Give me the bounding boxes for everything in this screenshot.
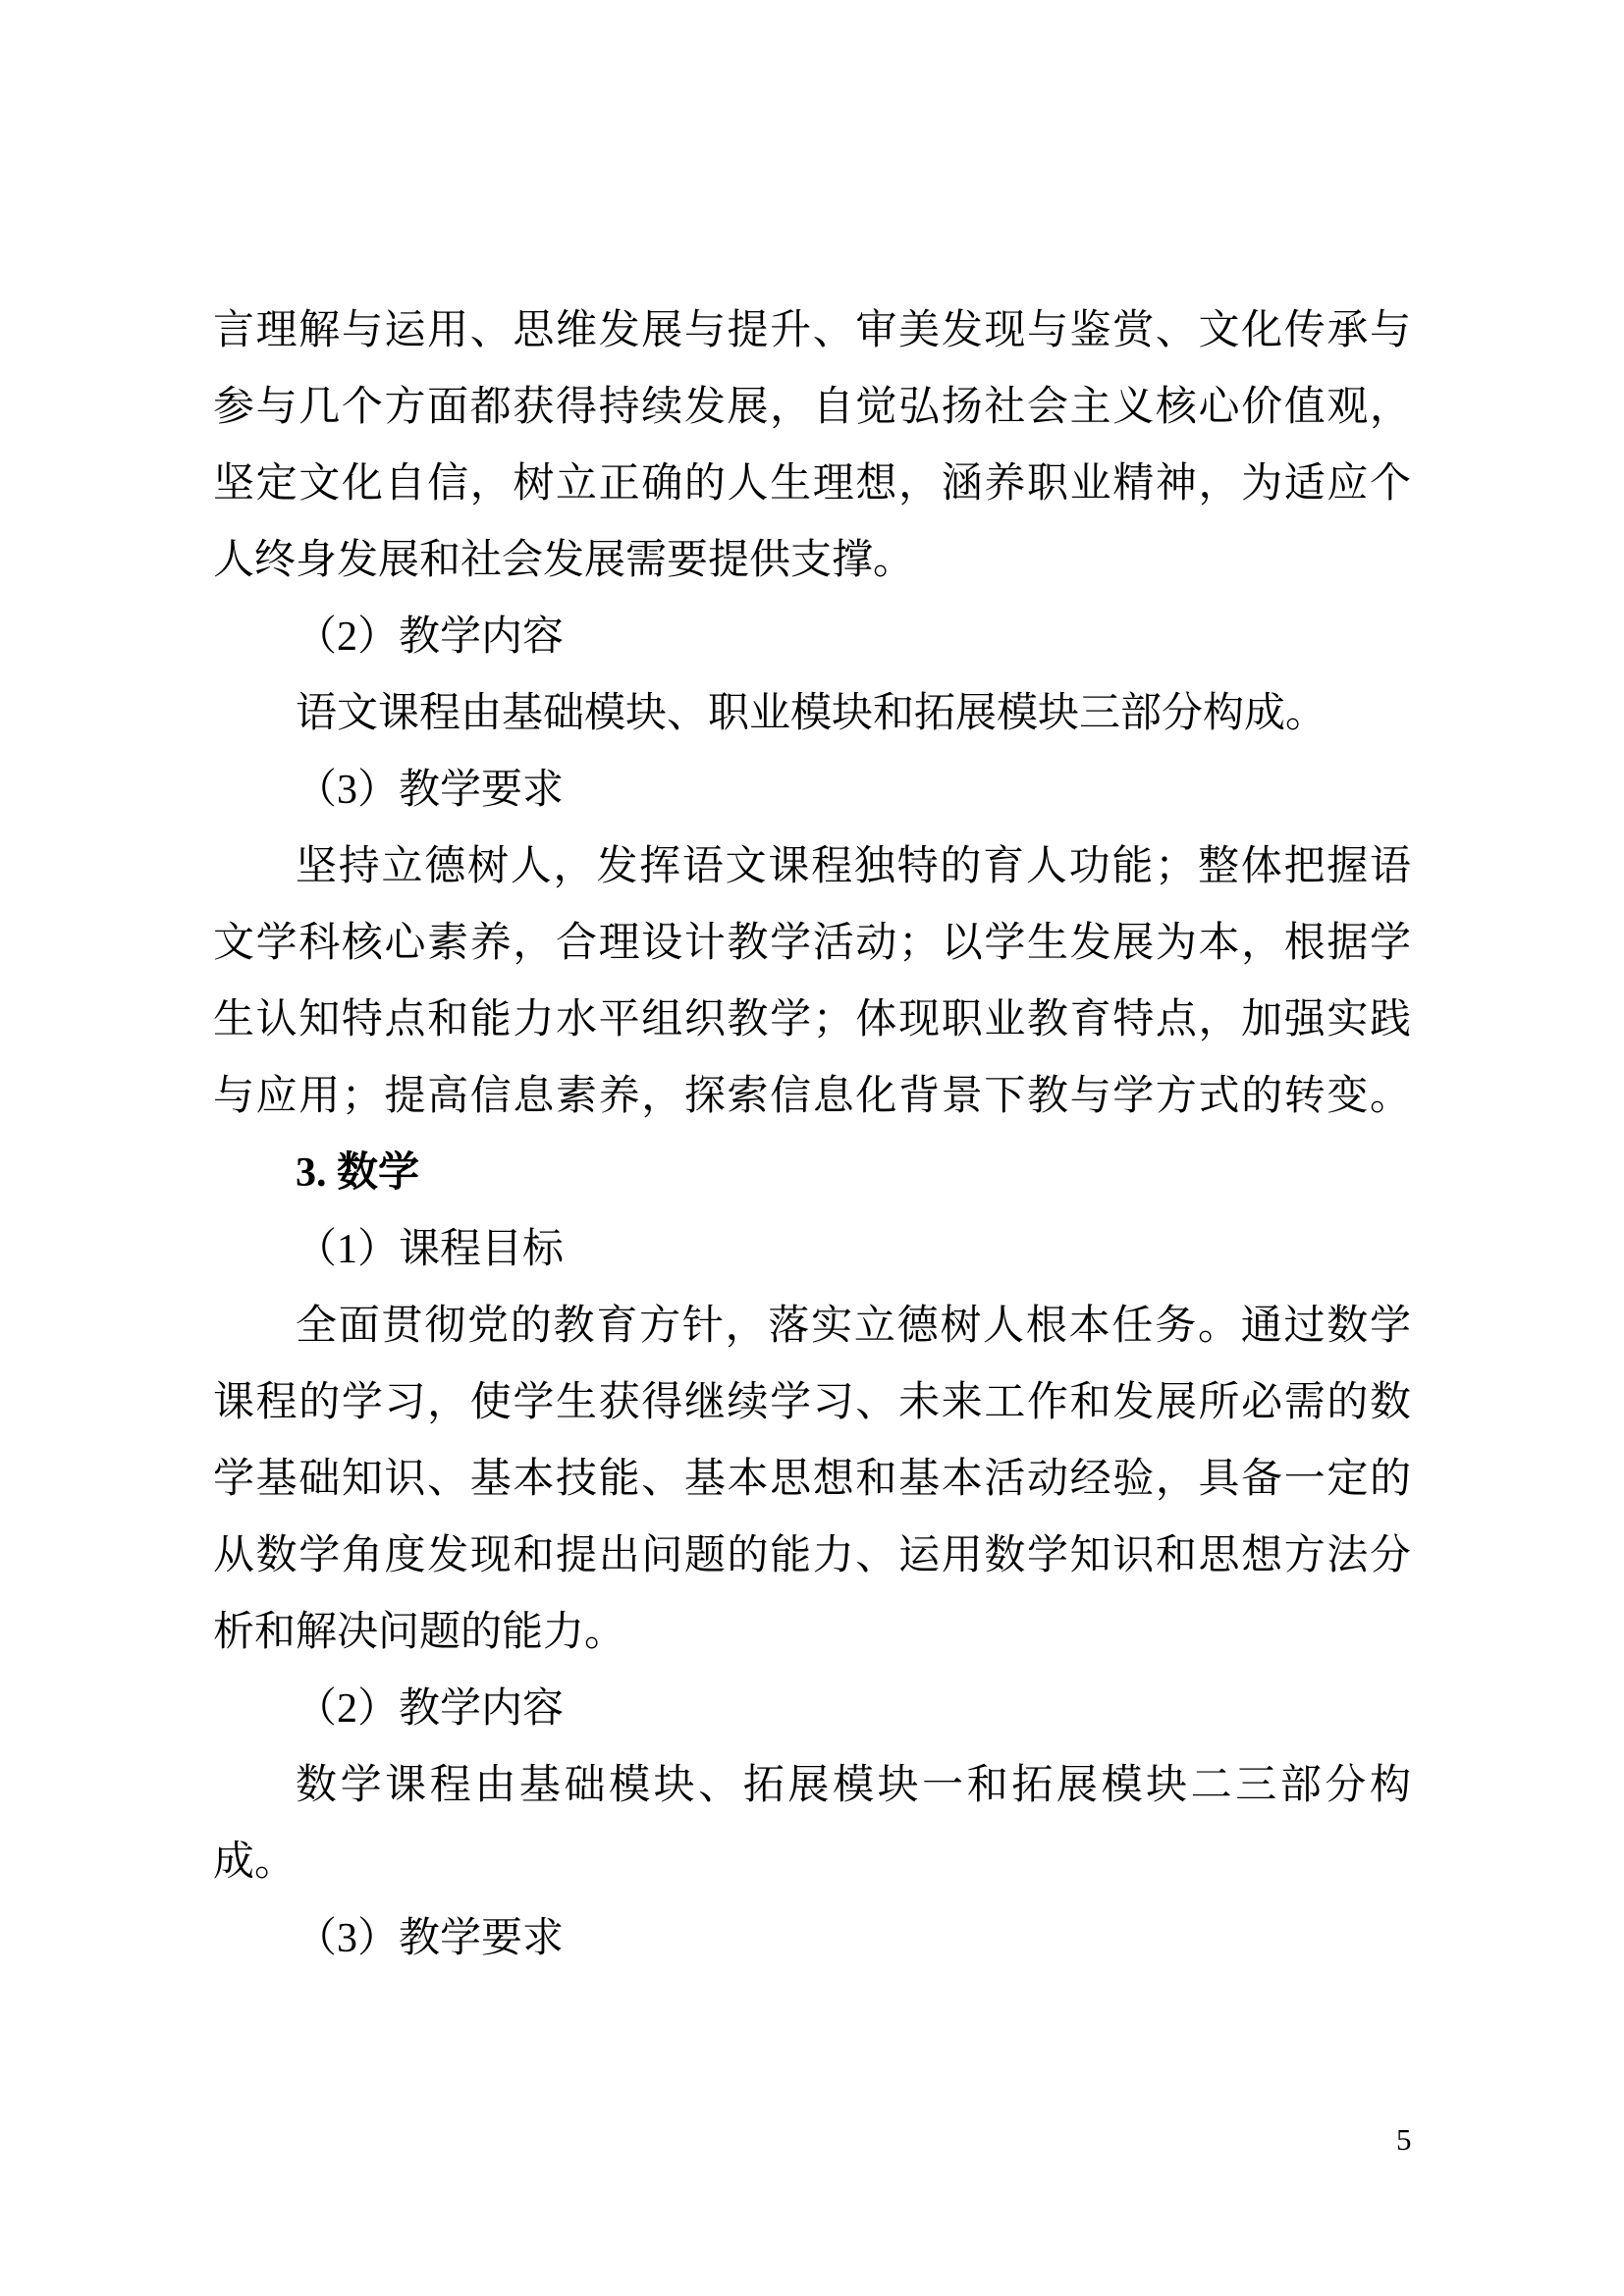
text-line: 坚持立德树人，发挥语文课程独特的育人功能；整体把握语 [296, 844, 1411, 889]
text-line: 人终身发展和社会发展需要提供支撑。 [213, 538, 915, 583]
text-line: 生认知特点和能力水平组织教学；体现职业教育特点，加强实践 [213, 997, 1411, 1042]
subsection-heading: （3）教学要求 [296, 768, 565, 813]
text-line: 析和解决问题的能力。 [213, 1610, 626, 1655]
text-line: 从数学角度发现和提出问题的能力、运用数学知识和思想方法分 [213, 1533, 1411, 1578]
subsection-heading: （3）教学要求 [296, 1916, 565, 1961]
text-line: 坚定文化自信，树立正确的人生理想，涵养职业精神，为适应个 [213, 461, 1411, 507]
text-line: 数学课程由基础模块、拓展模块一和拓展模块二三部分构 [296, 1763, 1411, 1808]
subsection-heading: （1）课程目标 [296, 1227, 565, 1272]
text-block [213, 293, 1411, 1977]
subsection-heading: （2）教学内容 [296, 1686, 565, 1732]
text-line: 文学科核心素养，合理设计教学活动；以学生发展为本，根据学 [213, 921, 1411, 966]
subsection-heading: （2）教学内容 [296, 614, 565, 660]
text-line: 成。 [213, 1840, 297, 1885]
text-line: 学基础知识、基本技能、基本思想和基本活动经验，具备一定的 [213, 1457, 1411, 1502]
text-line: 全面贯彻党的教育方针，落实立德树人根本任务。通过数学 [296, 1304, 1411, 1349]
text-line: 课程的学习，使学生获得继续学习、未来工作和发展所必需的数 [213, 1380, 1411, 1425]
text-line: 言理解与运用、思维发展与提升、审美发现与鉴赏、文化传承与 [213, 308, 1411, 353]
text-line: 语文课程由基础模块、职业模块和拓展模块三部分构成。 [296, 691, 1327, 736]
page-number: 5 [1396, 2122, 1412, 2157]
section-heading-math: 3. 数学 [296, 1150, 420, 1196]
text-line: 与应用；提高信息素养，探索信息化背景下教与学方式的转变。 [213, 1074, 1411, 1119]
text-line: 参与几个方面都获得持续发展，自觉弘扬社会主义核心价值观， [213, 385, 1411, 430]
